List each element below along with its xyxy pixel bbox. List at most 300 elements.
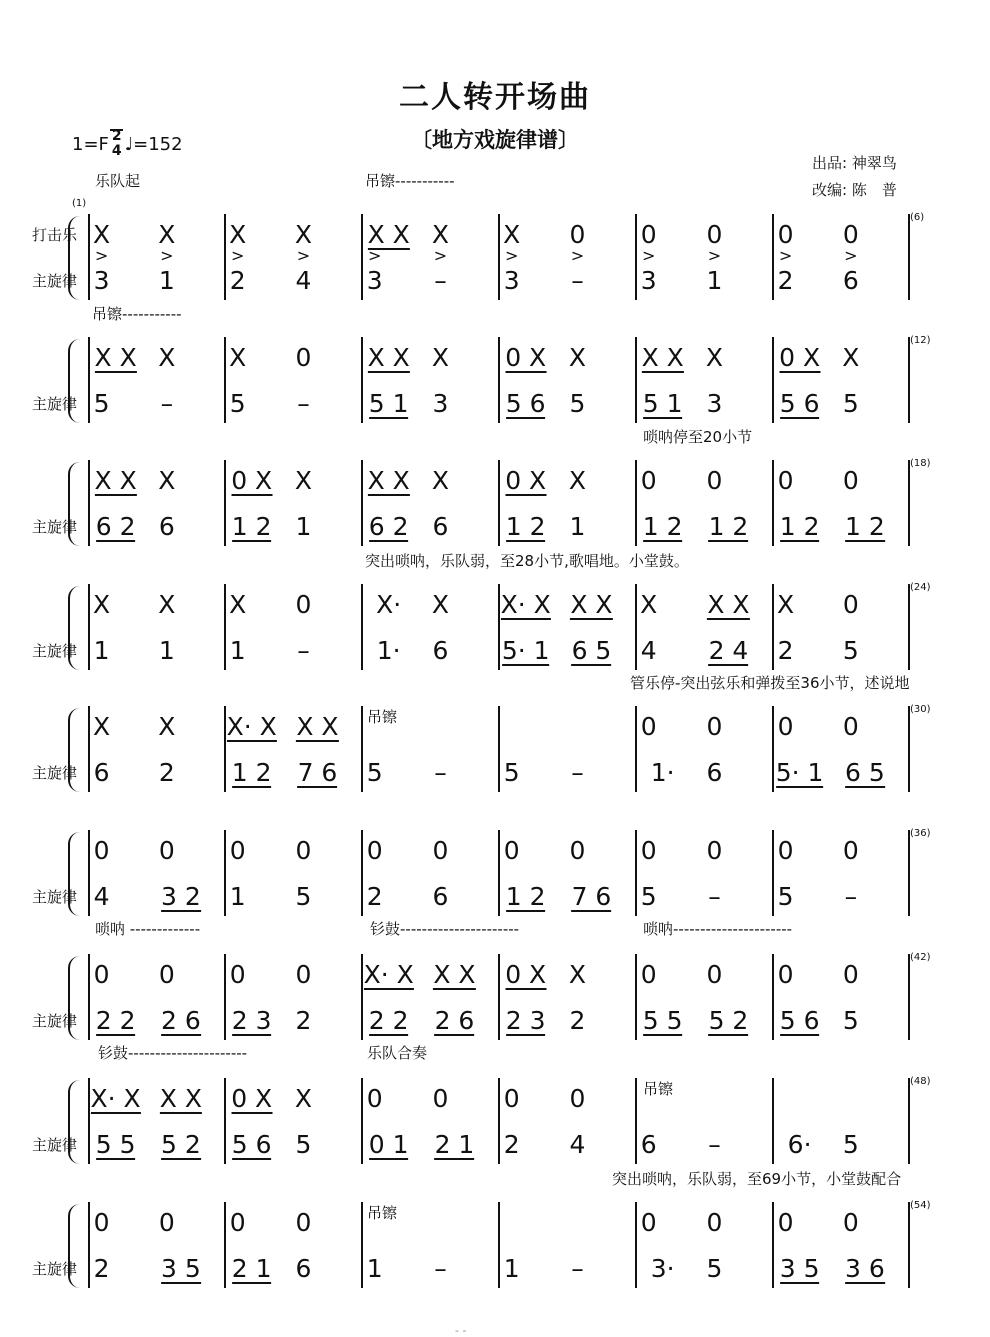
melody-beat: – [571, 1254, 584, 1283]
melody-beat: 1 2 [844, 512, 885, 541]
melody-beat: 5 [229, 389, 246, 418]
percussion-beat: X [842, 343, 860, 372]
percussion-beat: 0 [640, 466, 657, 495]
percussion-beat: 0 [295, 343, 312, 372]
credits [812, 150, 897, 204]
barline [908, 1202, 910, 1288]
melody-label: 主旋律 [32, 764, 78, 782]
percussion-beat: 0 [432, 836, 449, 865]
melody-beat: 1 [295, 512, 312, 541]
percussion-beat: X [705, 343, 724, 372]
melody-beat: 1 2 [642, 512, 683, 541]
melody-beat: – [297, 636, 310, 665]
barline [498, 337, 500, 423]
percussion-beat: X· [376, 590, 402, 619]
melody-beat: 5 [503, 758, 520, 787]
percussion-label: 打击乐 [32, 226, 78, 244]
melody-beat: 3 [432, 389, 449, 418]
melody-beat: 5 6 [231, 1130, 272, 1159]
page-footer: - - [455, 1324, 467, 1337]
percussion-beat: X [93, 712, 111, 741]
barline [772, 1202, 774, 1288]
percussion-beat: 0 [229, 1208, 246, 1237]
performance-annotation: 突出唢呐，乐队弱，至69小节，小堂鼓配合 [612, 1170, 902, 1188]
melody-beat: 6· [787, 1130, 812, 1159]
tempo-marking: ♩=152 [124, 133, 183, 155]
system-2 [0, 305, 990, 455]
percussion-beat: 0 [93, 960, 110, 989]
melody-beat: 2 [229, 266, 246, 295]
melody-beat: 1 [503, 1254, 520, 1283]
melody-beat: 3 [93, 266, 110, 295]
melody-beat: 2 [93, 1254, 110, 1283]
barline [88, 214, 90, 300]
percussion-beat: 0 [777, 220, 794, 249]
barline [498, 460, 500, 546]
melody-label: 主旋律 [32, 272, 78, 290]
percussion-beat: 0 X [505, 960, 547, 989]
barline [635, 584, 637, 670]
percussion-beat: 0 [842, 960, 859, 989]
barline [88, 337, 90, 423]
performance-annotation: 唢呐停至20小节 [643, 428, 753, 446]
melody-beat: 5 5 [642, 1006, 683, 1035]
measure-number: (6) [910, 212, 925, 223]
percussion-beat: X [640, 590, 658, 619]
staff-brace [68, 339, 82, 423]
percussion-beat: X X [296, 712, 339, 741]
barline [772, 460, 774, 546]
percussion-beat: X X [570, 590, 613, 619]
melody-beat: 2 6 [160, 1006, 201, 1035]
percussion-beat: 0 [640, 1208, 657, 1237]
melody-beat: 2 2 [95, 1006, 136, 1035]
percussion-beat: 0 [842, 836, 859, 865]
staff-brace [68, 462, 82, 546]
percussion-beat: X X [367, 466, 410, 495]
key-prefix: 1=F [72, 133, 109, 155]
first-measure-number: (1) [72, 198, 87, 209]
barline [88, 584, 90, 670]
melody-beat: 4 [295, 266, 312, 295]
percussion-beat: X [93, 590, 111, 619]
percussion-beat: X [158, 712, 176, 741]
percussion-beat: 0 [706, 1208, 723, 1237]
melody-beat: 6 [158, 512, 175, 541]
percussion-beat: 0 X [779, 343, 821, 372]
melody-beat: 1 2 [779, 512, 820, 541]
accent-mark: > [94, 246, 109, 265]
melody-beat: – [844, 882, 858, 911]
barline [498, 1078, 500, 1164]
percussion-beat: 0 [842, 466, 859, 495]
melody-label: 主旋律 [32, 642, 78, 660]
performance-annotation: 管乐停-突出弦乐和弹拨至36小节，述说地 [630, 674, 910, 692]
barline [224, 584, 226, 670]
percussion-beat: X [503, 220, 521, 249]
melody-beat: 6 [706, 758, 723, 787]
percussion-beat: 0 [777, 1208, 794, 1237]
percussion-beat: 0 [842, 712, 859, 741]
melody-beat: – [160, 389, 174, 418]
staff-brace [68, 832, 82, 916]
melody-beat: 1 [158, 636, 175, 665]
percussion-beat: 0 [366, 836, 383, 865]
measure-number: (42) [910, 952, 931, 963]
melody-beat: 6 2 [368, 512, 409, 541]
melody-beat: 2 [569, 1006, 586, 1035]
melody-beat: 1 [93, 636, 110, 665]
system-9 [0, 1170, 990, 1320]
melody-beat: 5 [640, 882, 657, 911]
measure-number: (18) [910, 458, 931, 469]
percussion-beat: X [294, 466, 313, 495]
barline [361, 830, 363, 916]
percussion-beat: X [158, 466, 176, 495]
percussion-beat: 0 [93, 836, 110, 865]
percussion-beat: X [158, 590, 176, 619]
percussion-beat: X· X [363, 960, 414, 989]
percussion-beat: X [568, 960, 587, 989]
page-subtitle: 〔地方戏旋律谱〕 [411, 128, 579, 152]
time-denominator: 4 [111, 143, 122, 159]
barline [224, 954, 226, 1040]
melody-beat: 5 5 [95, 1130, 136, 1159]
percussion-beat: 0 [842, 590, 859, 619]
performance-annotation: 吊镲 [643, 1080, 674, 1098]
percussion-beat: X X [641, 343, 684, 372]
barline [772, 214, 774, 300]
percussion-beat: 0 [777, 960, 794, 989]
melody-beat: 2 4 [708, 636, 749, 665]
percussion-beat: X· X [500, 590, 551, 619]
barline [88, 830, 90, 916]
percussion-beat: 0 [366, 1084, 383, 1113]
melody-beat: 5 [295, 882, 312, 911]
melody-beat: 5 [842, 1006, 859, 1035]
percussion-beat: X [777, 590, 795, 619]
barline [498, 954, 500, 1040]
system-5 [0, 674, 990, 824]
barline [224, 1078, 226, 1164]
barline [772, 706, 774, 792]
melody-beat: 2 [503, 1130, 520, 1159]
percussion-beat: 0 [569, 836, 586, 865]
percussion-beat: X X [433, 960, 476, 989]
melody-beat: 4 [640, 636, 657, 665]
barline [224, 214, 226, 300]
percussion-beat: 0 X [505, 466, 547, 495]
melody-beat: 1 2 [505, 512, 546, 541]
barline [908, 337, 910, 423]
melody-beat: 1 2 [708, 512, 749, 541]
measure-number: (36) [910, 828, 931, 839]
percussion-beat: 0 [640, 220, 657, 249]
accent-mark: > [504, 246, 519, 265]
melody-beat: 5 2 [160, 1130, 201, 1159]
melody-label: 主旋律 [32, 1012, 78, 1030]
melody-beat: 1· [650, 758, 675, 787]
melody-beat: – [708, 1130, 721, 1159]
performance-annotation: 唢呐 ------------- [95, 920, 201, 938]
melody-beat: 5 [706, 1254, 723, 1283]
melody-beat: 4 [93, 882, 110, 911]
percussion-beat: X [431, 343, 450, 372]
percussion-beat: X X [94, 466, 137, 495]
melody-beat: 5 6 [505, 389, 546, 418]
accent-mark: > [641, 246, 656, 265]
melody-beat: – [434, 1254, 447, 1283]
percussion-beat: 0 [640, 836, 657, 865]
melody-beat: 3· [650, 1254, 675, 1283]
percussion-beat: X X [94, 343, 137, 372]
melody-beat: 6 2 [95, 512, 136, 541]
melody-label: 主旋律 [32, 395, 78, 413]
percussion-beat: 0 [295, 1208, 312, 1237]
staff-brace [68, 216, 82, 300]
melody-beat: 2 [777, 266, 794, 295]
percussion-beat: 0 [503, 836, 520, 865]
staff-brace [68, 586, 82, 670]
melody-beat: 3 [503, 266, 520, 295]
barline [361, 214, 363, 300]
percussion-beat: X [158, 220, 176, 249]
barline [635, 460, 637, 546]
staff-brace [68, 708, 82, 792]
melody-beat: – [708, 882, 721, 911]
barline [908, 954, 910, 1040]
percussion-beat: X [431, 220, 450, 249]
percussion-beat: X· X [90, 1084, 141, 1113]
measure-number: (24) [910, 582, 931, 593]
barline [224, 1202, 226, 1288]
melody-beat: 3 [640, 266, 657, 295]
performance-annotation: 吊镲 [367, 708, 398, 726]
staff-brace [68, 956, 82, 1040]
melody-beat: 5 6 [779, 1006, 820, 1035]
performance-annotation: 吊镲 [367, 1204, 398, 1222]
accent-mark: > [160, 246, 174, 265]
melody-beat: 1 2 [231, 758, 272, 787]
percussion-beat: 0 [229, 960, 246, 989]
melody-beat: 0 1 [368, 1130, 409, 1159]
melody-beat: 5 6 [779, 389, 820, 418]
percussion-beat: X [568, 343, 587, 372]
barline [88, 706, 90, 792]
percussion-beat: 0 [503, 1084, 520, 1113]
melody-beat: 5 [842, 1130, 859, 1159]
melody-beat: 7 6 [571, 882, 612, 911]
melody-beat: 1 [229, 882, 246, 911]
melody-beat: 5 [295, 1130, 312, 1159]
performance-annotation: 吊镲----------- [365, 172, 455, 190]
percussion-beat: 0 [569, 220, 586, 249]
barline [361, 706, 363, 792]
percussion-beat: 0 [295, 836, 312, 865]
melody-beat: 3 2 [160, 882, 201, 911]
barline [635, 1078, 637, 1164]
accent-mark: > [570, 246, 585, 265]
percussion-beat: 0 [706, 220, 723, 249]
percussion-beat: X X [707, 590, 750, 619]
percussion-beat: 0 [640, 712, 657, 741]
percussion-beat: X [431, 466, 450, 495]
barline [772, 954, 774, 1040]
barline [635, 706, 637, 792]
performance-annotation: 吊镲----------- [92, 305, 182, 323]
melody-beat: 1 [229, 636, 246, 665]
barline [361, 584, 363, 670]
percussion-beat: 0 [432, 1084, 449, 1113]
percussion-beat: X X [367, 220, 410, 249]
accent-mark: > [230, 246, 245, 265]
melody-beat: 5 [93, 389, 110, 418]
percussion-beat: 0 X [231, 1084, 273, 1113]
barline [498, 214, 500, 300]
melody-beat: 6 5 [844, 758, 885, 787]
staff-brace [68, 1080, 82, 1164]
percussion-beat: 0 [158, 1208, 175, 1237]
percussion-beat: 0 [295, 960, 312, 989]
melody-beat: 6 [432, 512, 449, 541]
barline [224, 337, 226, 423]
performance-annotation: 钐鼓---------------------- [370, 920, 520, 938]
percussion-beat: X X [159, 1084, 202, 1113]
melody-beat: 5 [777, 882, 794, 911]
melody-beat: 5 [842, 389, 859, 418]
melody-beat: 3 6 [844, 1254, 885, 1283]
melody-label: 主旋律 [32, 518, 78, 536]
barline [635, 214, 637, 300]
melody-beat: 3 [706, 389, 723, 418]
barline [361, 337, 363, 423]
barline [498, 830, 500, 916]
performance-annotation: 突出唢呐，乐队弱，至28小节,歌唱地。小堂鼓。 [365, 552, 689, 570]
percussion-beat: 0 [158, 836, 175, 865]
performance-annotation: 乐队起 [95, 172, 141, 190]
melody-beat: 6 [432, 882, 449, 911]
barline [635, 954, 637, 1040]
melody-label: 主旋律 [32, 1136, 78, 1154]
percussion-beat: 0 [706, 960, 723, 989]
melody-beat: 2 [366, 882, 383, 911]
barline [498, 1202, 500, 1288]
arranger-credit: 改编: 陈 普 [812, 181, 897, 199]
barline [772, 1078, 774, 1164]
accent-mark: > [707, 246, 722, 265]
melody-beat: 5 2 [708, 1006, 749, 1035]
percussion-beat: 0 [295, 590, 312, 619]
melody-beat: 3 5 [160, 1254, 201, 1283]
melody-beat: 7 6 [297, 758, 338, 787]
percussion-beat: X [229, 220, 247, 249]
percussion-beat: 0 [229, 836, 246, 865]
melody-beat: – [571, 266, 584, 295]
percussion-beat: 0 X [505, 343, 547, 372]
melody-beat: – [434, 758, 447, 787]
percussion-beat: X [568, 466, 587, 495]
melody-beat: 1 2 [231, 512, 272, 541]
percussion-beat: 0 [569, 1084, 586, 1113]
accent-mark: > [778, 246, 793, 265]
melody-beat: 1 [158, 266, 175, 295]
barline [908, 830, 910, 916]
melody-beat: 5· 1 [501, 636, 550, 665]
performance-annotation: 乐队合奏 [367, 1044, 428, 1062]
barline [908, 584, 910, 670]
percussion-beat: X· X [226, 712, 277, 741]
melody-beat: – [571, 758, 584, 787]
percussion-beat: X [294, 220, 313, 249]
barline [908, 460, 910, 546]
percussion-beat: X X [367, 343, 410, 372]
producer-credit: 出品: 神翠鸟 [812, 154, 897, 172]
barline [224, 830, 226, 916]
accent-mark: > [844, 246, 858, 265]
measure-number: (12) [910, 335, 931, 346]
percussion-beat: 0 [842, 1208, 859, 1237]
melody-beat: 4 [569, 1130, 586, 1159]
melody-beat: – [434, 266, 447, 295]
melody-beat: 5· 1 [775, 758, 824, 787]
melody-beat: 2 [777, 636, 794, 665]
percussion-beat: 0 [706, 712, 723, 741]
melody-beat: 2 6 [434, 1006, 475, 1035]
melody-beat: 6 [93, 758, 110, 787]
barline [88, 954, 90, 1040]
percussion-beat: X [158, 343, 176, 372]
melody-beat: 3 5 [779, 1254, 820, 1283]
percussion-beat: X [229, 590, 247, 619]
melody-beat: 2 [158, 758, 175, 787]
accent-mark: > [296, 246, 311, 265]
melody-beat: 1 2 [505, 882, 546, 911]
percussion-beat: 0 [640, 960, 657, 989]
melody-beat: 5 [569, 389, 586, 418]
melody-beat: 3 [366, 266, 383, 295]
barline [498, 706, 500, 792]
melody-beat: 6 5 [571, 636, 612, 665]
barline [635, 1202, 637, 1288]
melody-beat: 1 [706, 266, 723, 295]
barline [772, 337, 774, 423]
percussion-beat: 0 X [231, 466, 273, 495]
barline [361, 460, 363, 546]
barline [908, 214, 910, 300]
accent-mark: > [367, 246, 382, 265]
measure-number: (54) [910, 1200, 931, 1211]
melody-beat: 6 [842, 266, 859, 295]
percussion-beat: 0 [842, 220, 859, 249]
key-signature [72, 124, 183, 164]
melody-beat: 2 3 [505, 1006, 546, 1035]
melody-beat: 1 [569, 512, 586, 541]
melody-beat: 5 1 [368, 389, 409, 418]
barline [908, 1078, 910, 1164]
melody-beat: 6 [432, 636, 449, 665]
barline [224, 460, 226, 546]
page-title: 二人转开场曲 [399, 80, 591, 115]
melody-beat: 2 1 [434, 1130, 475, 1159]
melody-beat: 5 1 [642, 389, 683, 418]
melody-beat: 2 1 [231, 1254, 272, 1283]
percussion-beat: X [93, 220, 111, 249]
time-numerator: 2 [111, 128, 122, 144]
barline [772, 584, 774, 670]
percussion-beat: X [294, 1084, 313, 1113]
melody-beat: 5 [842, 636, 859, 665]
melody-beat: 1· [376, 636, 401, 665]
